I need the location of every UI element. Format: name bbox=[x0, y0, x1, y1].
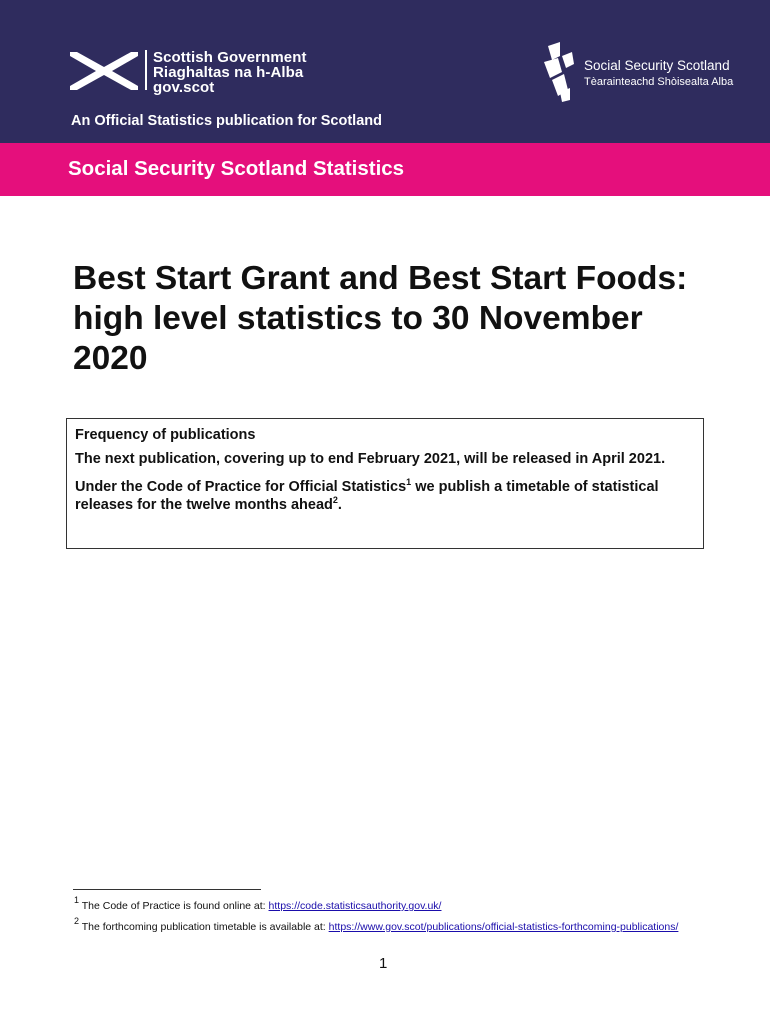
sss-logo-text bbox=[584, 58, 733, 90]
social-security-scotland-logo[interactable] bbox=[544, 42, 733, 102]
footnote-divider bbox=[73, 889, 261, 890]
sss-name: Social Security Scotland bbox=[584, 58, 730, 73]
cop-text-start: Under the Code of Practice for Official Statistics bbox=[75, 479, 407, 495]
sg-website: gov.scot bbox=[153, 79, 215, 96]
saltire-flag-icon bbox=[70, 52, 138, 90]
page-number: 1 bbox=[379, 955, 388, 972]
footnote-marker: 1 bbox=[74, 895, 80, 905]
publication-timetable-link[interactable]: https://www.gov.scot/publications/official-statistics-forthcoming-publications/ bbox=[328, 921, 679, 933]
official-statistics-label: An Official Statistics publication for Scotland bbox=[71, 113, 382, 129]
sg-logo-text bbox=[153, 50, 307, 95]
sg-name-english: Scottish Government bbox=[153, 49, 307, 66]
footnote-ref-1[interactable]: 1 bbox=[406, 477, 412, 487]
sss-gaelic-name: Tèarainteachd Shòisealta Alba bbox=[584, 76, 734, 88]
sg-name-gaelic: Riaghaltas na h-Alba bbox=[153, 64, 304, 81]
document-title: Best Start Grant and Best Start Foods: high level statistics to 30 November 2020 bbox=[73, 260, 688, 377]
footnote-ref-2[interactable]: 2 bbox=[332, 495, 338, 505]
cop-text-middle: we publish a timetable of statistical releases for the twelve months ahead bbox=[75, 479, 659, 513]
cop-text-end: . bbox=[337, 497, 342, 513]
footnote-text: The Code of Practice is found online at: bbox=[79, 900, 269, 912]
sss-emblem-icon bbox=[544, 42, 574, 102]
info-box-heading: Frequency of publications bbox=[75, 427, 256, 443]
frequency-info-box bbox=[66, 418, 704, 549]
logo-divider bbox=[145, 50, 147, 90]
next-publication-text: The next publication, covering up to end February 2021, will be released in April 2021. bbox=[75, 451, 666, 467]
code-of-practice-link[interactable]: https://code.statisticsauthority.gov.uk/ bbox=[268, 900, 442, 912]
code-of-practice-text bbox=[75, 478, 695, 514]
masthead bbox=[0, 0, 770, 144]
footnote-1 bbox=[74, 895, 704, 914]
footnote-2 bbox=[74, 916, 704, 935]
band-title: Social Security Scotland Statistics bbox=[68, 157, 405, 180]
footnote-text: The forthcoming publication timetable is available at: bbox=[79, 921, 329, 933]
scottish-government-logo[interactable] bbox=[70, 50, 307, 95]
footnote-marker: 2 bbox=[74, 916, 80, 926]
